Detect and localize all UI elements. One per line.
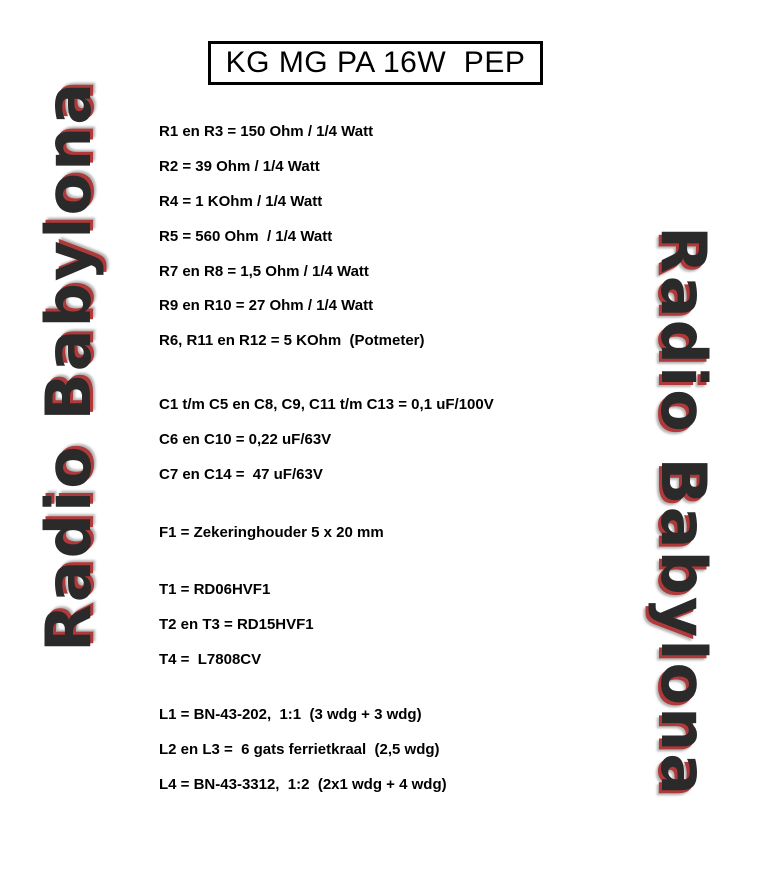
part-r7-r8: R7 en R8 = 1,5 Ohm / 1/4 Watt <box>159 263 369 280</box>
part-c6-c10: C6 en C10 = 0,22 uF/63V <box>159 431 332 448</box>
part-r1-r3: R1 en R3 = 150 Ohm / 1/4 Watt <box>159 123 374 140</box>
watermark-right: Radio Babylona <box>647 226 720 798</box>
watermark-left: Radio Babylona <box>32 80 105 652</box>
page-title <box>208 41 543 85</box>
part-r5: R5 = 560 Ohm / 1/4 Watt <box>159 228 333 245</box>
part-f1: F1 = Zekeringhouder 5 x 20 mm <box>159 524 384 541</box>
part-t1: T1 = RD06HVF1 <box>159 581 271 598</box>
part-r4: R4 = 1 KOhm / 1/4 Watt <box>159 193 323 210</box>
part-l2-l3: L2 en L3 = 6 gats ferrietkraal (2,5 wdg) <box>159 741 440 758</box>
part-r2: R2 = 39 Ohm / 1/4 Watt <box>159 158 320 175</box>
part-t4: T4 = L7808CV <box>159 651 262 668</box>
part-c1-c13: C1 t/m C5 en C8, C9, C11 t/m C13 = 0,1 uF/100V <box>159 396 494 413</box>
part-r6-r11-r12: R6, R11 en R12 = 5 KOhm (Potmeter) <box>159 332 425 349</box>
part-l1: L1 = BN-43-202, 1:1 (3 wdg + 3 wdg) <box>159 706 422 723</box>
part-c7-c14: C7 en C14 = 47 uF/63V <box>159 466 323 483</box>
part-l4: L4 = BN-43-3312, 1:2 (2x1 wdg + 4 wdg) <box>159 776 447 793</box>
part-r9-r10: R9 en R10 = 27 Ohm / 1/4 Watt <box>159 297 374 314</box>
part-t2-t3: T2 en T3 = RD15HVF1 <box>159 616 314 633</box>
page-title-text: KG MG PA 16W PEP <box>225 46 526 79</box>
